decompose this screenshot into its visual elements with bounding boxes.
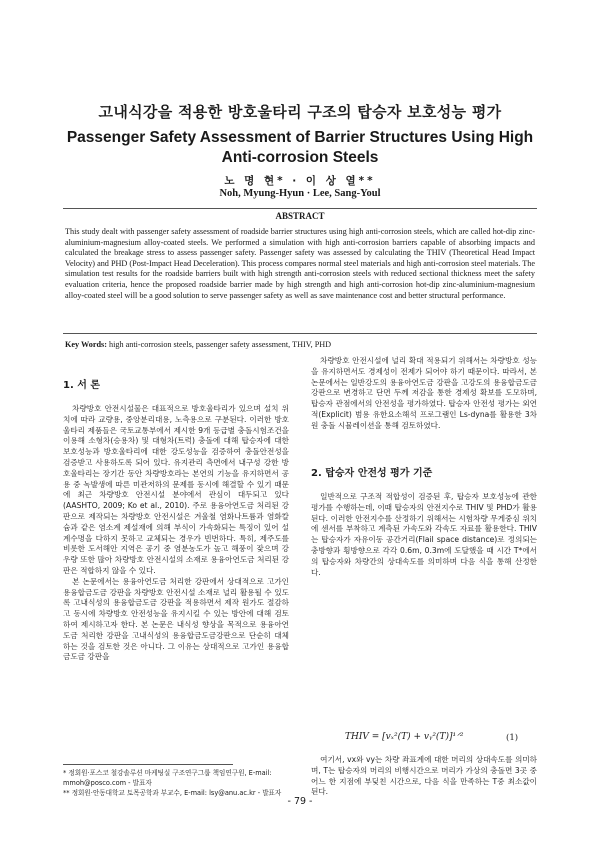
section-2-heading: 2. 탑승자 안전성 평가 기준 (311, 468, 433, 479)
footnote-rule (63, 764, 233, 765)
equation-number: (1) (506, 733, 519, 743)
abstract-top-rule (63, 208, 537, 209)
title-korean: 고내식강을 적용한 방호울타리 구조의 탑승자 보호성능 평가 (98, 103, 502, 121)
abstract-body: This study dealt with passenger safety assessment of roadside barrier structures using high anti-corrosion steels, which are called hot-dip zinc-aluminium-magnesium alloy-coated steels. We performed a simulation with high anti-corrosion barriers capable of absorbing impacts and calculated the breakage stress to assess passenger safety. Passenger safety was assessed by calculating the THIV (Theoretical Head Impact Velocity) and PHD (Post-Impact Head Deceleration). This process compares normal steel materials and high anti-corrosion steel materials. The simulation test results for the roadside barriers built with high strength anti-corrosion steels with reduced sectional thickness meet the safety evaluation criteria, hence the proposed roadside barrier made by high strength and high anti-corrosion hot-dip zinc-aluminium-magnesium alloy-coated steel will be a good solution to serve passenger safety as well as save maintenance cost and better structural performance. (65, 227, 535, 300)
equation-1: THIV = [vₓ²(T) + vᵧ²(T)]¹ᐟ² (345, 732, 464, 742)
authors-english: Noh, Myung-Hyun · Lee, Sang-Youl (219, 188, 381, 199)
paragraph: 일반적으로 구조적 적합성이 검증된 후, 탑승자 보호성능에 관한 평가를 수행하는데, 이때 탑승자의 안전지수로 THIV 및 PHD가 활용된다. 이러한 안전지수를 산정하기 위해서는 시험차량 무게중심 위치에 센서를 부착하고 계측된 가속도와 각속도 자료를 활용한다. THIV는 탑승자가 자유이동 공간거리(Flail space distance)로 정의되는 충방향과 횡방향으로 각각 0.6m, 0.3m에 도달했을 때 시간 T*에서의 탑승자와 차량간의 상대속도를 의미하며 다음 식을 통해 산정한다. (311, 492, 537, 577)
keywords (65, 340, 535, 349)
section-2-body (311, 492, 537, 578)
authors-korean: 노 명 현* · 이 상 열** (224, 175, 376, 187)
column-2-intro (311, 356, 537, 432)
page-number: - 79 - (287, 796, 313, 807)
section-1-heading: 1. 서 론 (63, 380, 101, 391)
section-1-body (63, 404, 289, 663)
paragraph: 차량방호 안전시설에 널리 확대 적용되기 위해서는 차량방호 성능을 유지하면서도 경제성이 전제가 되어야 하기 때문이다. 따라서, 본 논문에서는 일반강도의 용융아연도금 강판을 고강도의 용융합금도금강판으로 변경하고 단면 두께 저감을 통한 경제성 확보를 도모하며, 탑승자 관점에서의 안전성을 평가하였다. 탑승자 안전성 평가는 외연적(Explicit) 범용 유한요소해석 프로그램인 Ls-dyna를 활용한 3차원 충돌 시뮬레이션을 통해 검토하였다. (311, 356, 537, 430)
paragraph: 본 논문에서는 용융아연도금 처리한 강판에서 상대적으로 고가인 용융합금도금 강판을 차량방호 안전시설 소재로 널리 활용될 수 있도록 고내식성의 용융합금도금 강판을 적용하면서 제작 원가도 절감하고 동시에 차량방호 안전성능을 유지시킬 수 있는 방안에 대해 검토하여 제시하고자 한다. 본 논문은 내식성 향상을 목적으로 용융아연도금 처리한 강판을 고내식성의 용융합금도금강판으로 단순히 대체하는 것을 검토한 것은 아니다. 그 이유는 상대적으로 고가인 용융합금도금 강판을 (63, 576, 289, 662)
paragraph: 차량방호 안전시설물은 대표적으로 방호울타리가 있으며 설치 위치에 따라 교량용, 중앙분리대용, 노측용으로 구분된다. 이러한 방호울타리 제품들은 국토교통부에서 제시한 9개 등급별 충돌시험조건을 이용해 소형차(승용차) 및 대형차(트럭) 충돌에 대해 탑승자에 대한 보호성능과 방호울타리에 대한 강도성능을 검증하여 충돌안전성을 검증받고 사용하도록 되어 있다. 유지관리 측면에서 내구성 강한 방호울타리는 장기간 동안 차량방호라는 본연의 기능을 유지하면서 공용 중 녹발생에 따른 미관저하의 문제를 동시에 해결할 수 있기 때문에 최근 차량방호 안전시설 분야에서 관심이 대두되고 있다(AASHTO, 2009; Ko et al., 2010). 주로 용융아연도금 처리된 강판으로 제작되는 차량방호 안전시설은 겨울철 염화나트륨과 염화칼슘과 같은 염소계 제설재에 의해 부식이 가속화되는 특징이 있어 설계수명을 다하지 못하고 교체되는 경우가 빈번하다. 특히, 제주도를 비롯한 도서해안 지역은 공기 중 염분농도가 높고 해풍이 잦으며 강우량 또한 많아 차량방호 안전시설의 소재로 용융아연도금 처리된 강판은 적합하지 않을 수 있다. (63, 404, 289, 575)
keywords-label: Key Words: (65, 340, 107, 349)
footnotes (63, 768, 303, 798)
footnote-1: * 정회원·포스코 철강솔루션 마케팅실 구조연구그룹 책임연구원, E-mail: mmoh@posco.com - 발표자 (63, 769, 272, 787)
title-english: Passenger Safety Assessment of Barrier Structures Using High Anti-corrosion Steels (66, 129, 534, 166)
paragraph: 여기서, vx와 vy는 차량 좌표계에 대한 머리의 상대속도를 의미하며, T는 탑승자의 머리의 비행시간으로 머리가 가상의 충돌면 3곳 중 어느 한 지점에 부딪친 시간으로, 다음 식을 만족하는 T중 최소값이 된다. (311, 755, 537, 797)
section-2-body-continued (311, 755, 537, 798)
abstract-bottom-rule (63, 333, 537, 334)
keywords-text: high anti-corrosion steels, passenger safety assessment, THIV, PHD (108, 340, 332, 349)
abstract-heading: ABSTRACT (275, 211, 325, 221)
footnote-2: ** 정회원·안동대학교 토목공학과 부교수, E-mail: lsy@anu.ac.kr - 발표자 (63, 789, 282, 797)
